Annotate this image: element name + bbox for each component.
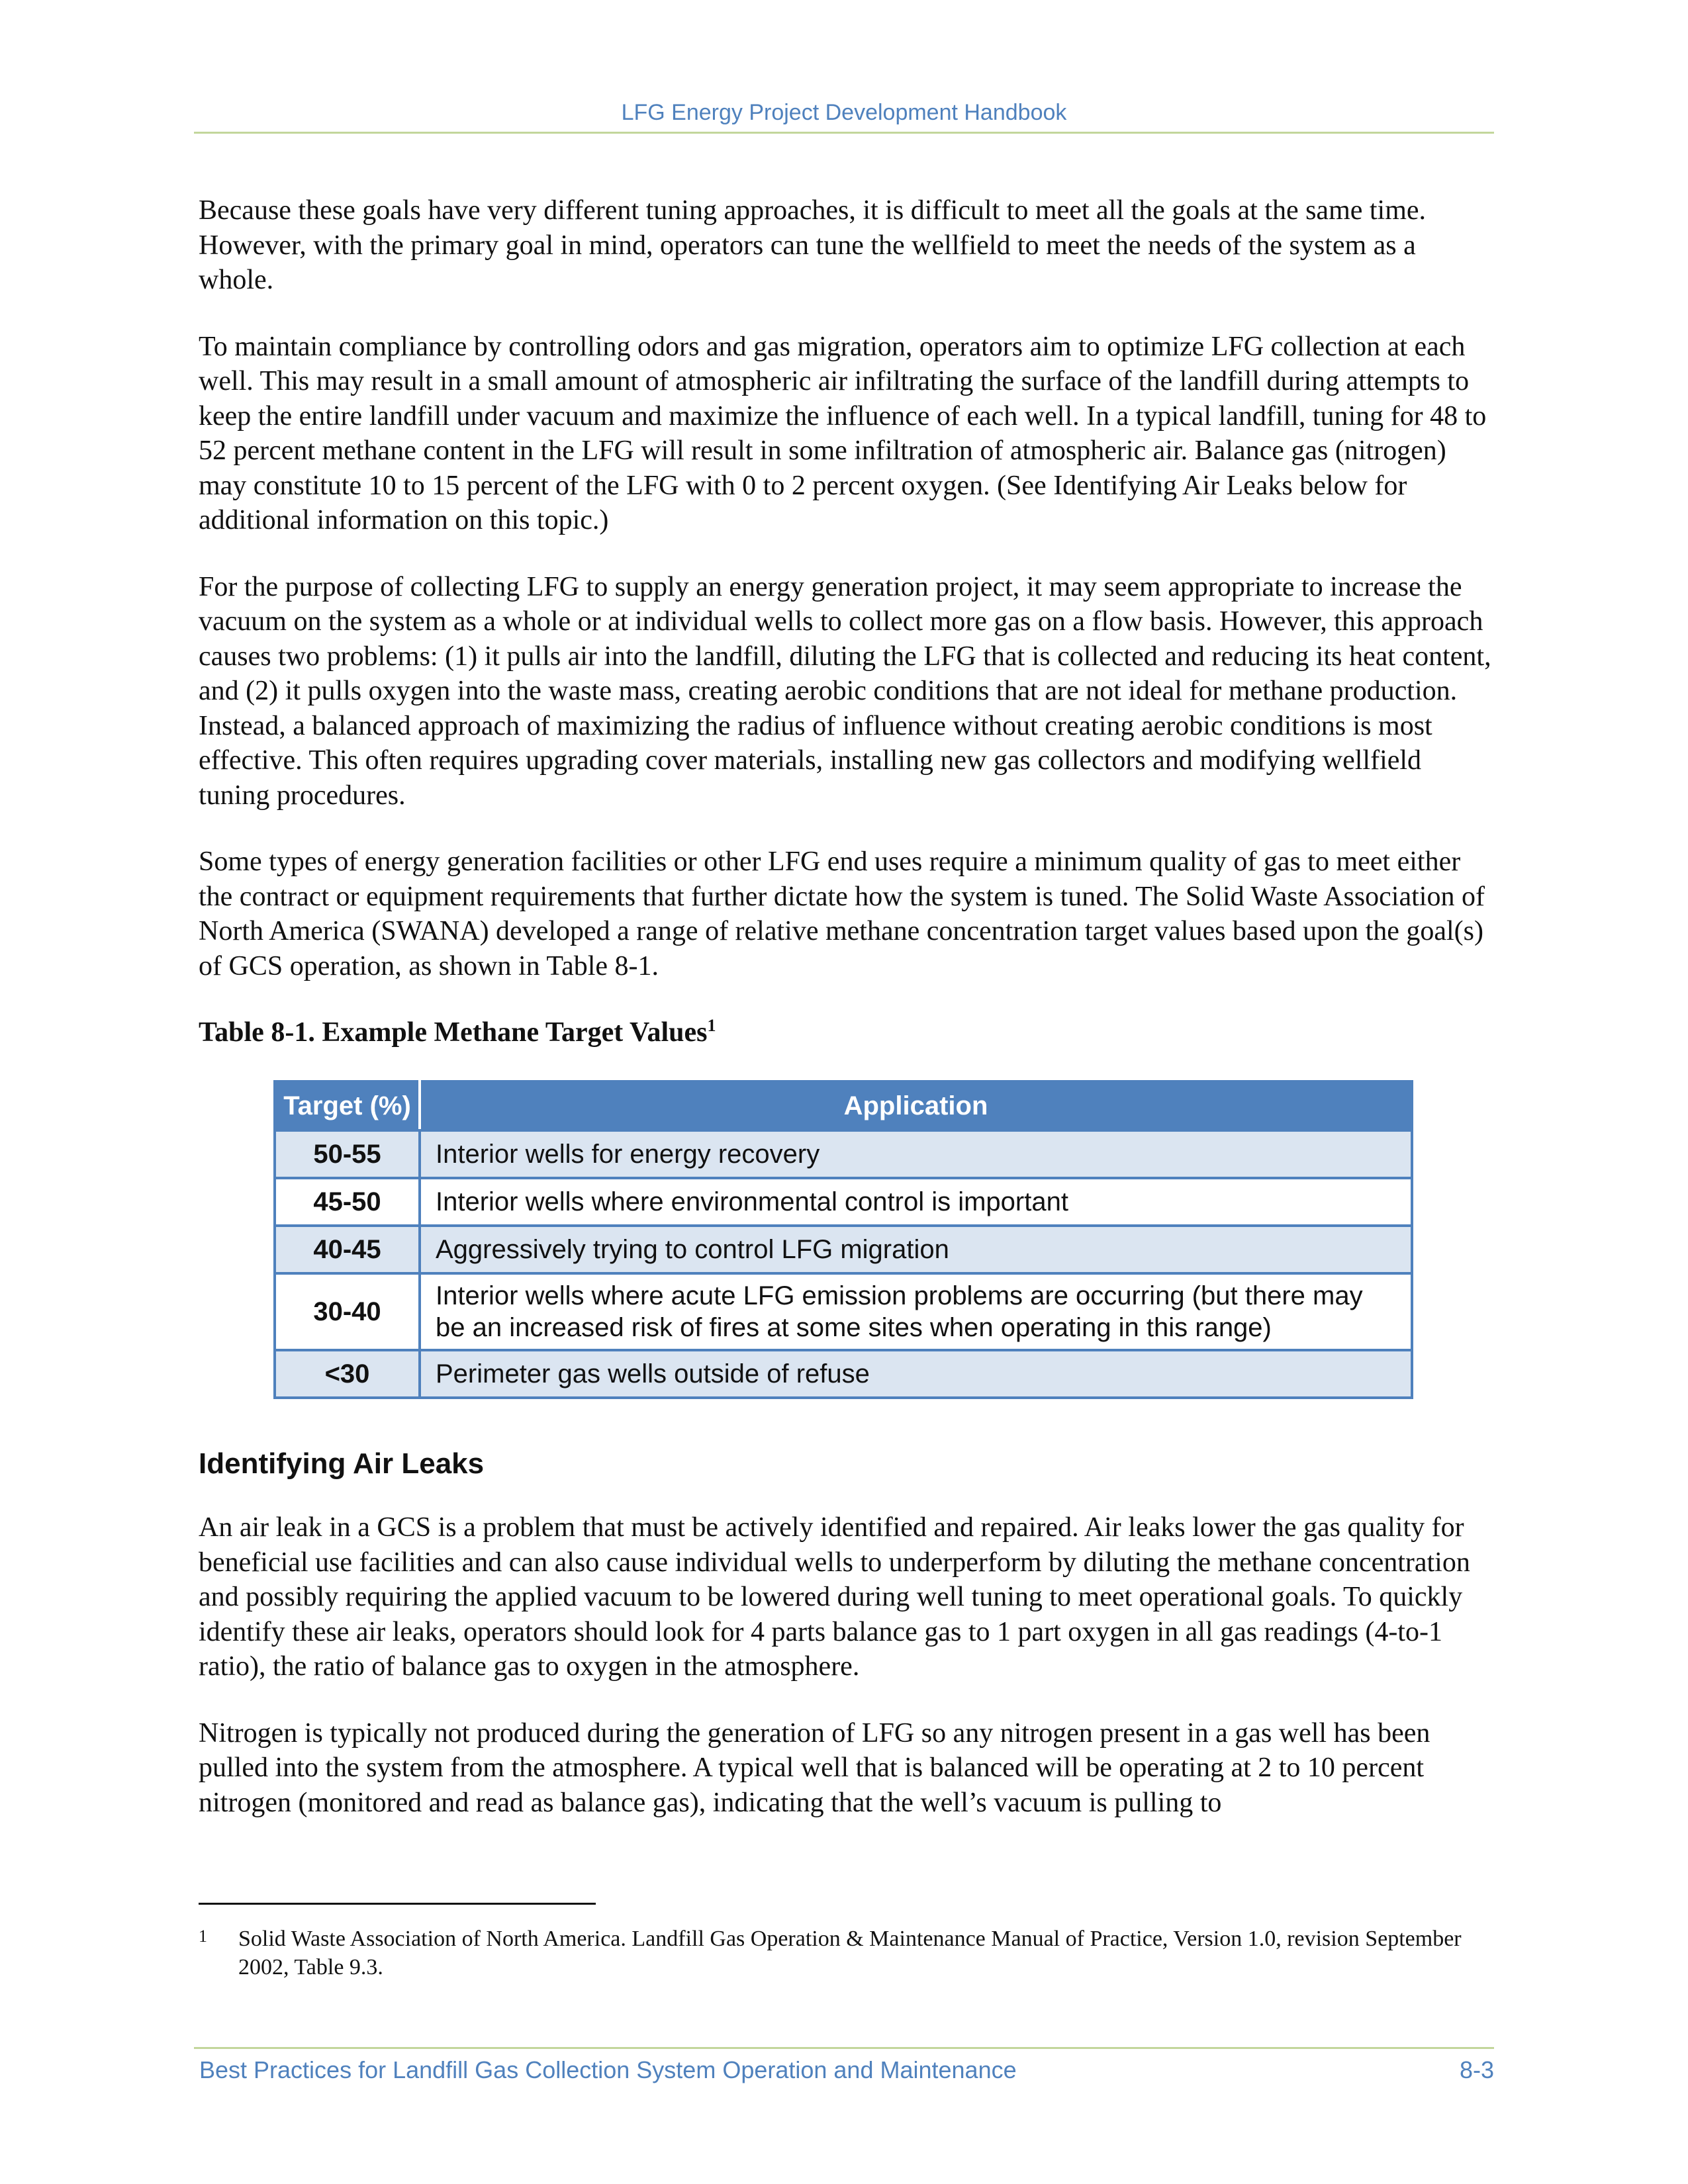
footnote-text: Solid Waste Association of North America. Landfill Gas Operation & Maintenance Manual of Practice, Version 1.0, revision September 2002, Table 9.3. [238,1927,1462,1979]
footnote-reference[interactable]: 1 [707,1016,716,1035]
application-cell: Aggressively trying to control LFG migration [420,1226,1412,1273]
footnote-divider [199,1903,596,1905]
body-paragraph: To maintain compliance by controlling odors and gas migration, operators aim to optimize LFG collection at each well. This may result in a small amount of atmospheric air infiltrating the surface of the landfill during attempts to keep the entire landfill under vacuum and maximize the influence of each well. In a typical landfill, tuning for 48 to 52 percent methane content in the LFG will result in some infiltration of atmospheric air. Balance gas (nitrogen) may constitute 10 to 15 percent of the LFG with 0 to 2 percent oxygen. (See Identifying Air Leaks below for additional information on this topic.) [199,331,1487,535]
application-cell: Interior wells where environmental control is important [420,1178,1412,1226]
body-paragraph: For the purpose of collecting LFG to supply an energy generation project, it may seem appropriate to increase the vacuum on the system as a whole or at individual wells to collect more gas on a flow basis. However, this approach causes two problems: (1) it pulls air into the landfill, diluting the LFG that is collected and reducing its heat content, and (2) it pulls oxygen into the waste mass, creating aerobic conditions that are not ideal for methane production. Instead, a balanced approach of maximizing the radius of influence without creating aerobic conditions is most effective. This often requires upgrading cover materials, installing new gas collectors and modifying wellfield tuning procedures. [199,571,1491,811]
target-cell: 40-45 [275,1226,420,1273]
page-footer [194,2047,1494,2085]
body-paragraph: Nitrogen is typically not produced during the generation of LFG so any nitrogen present in a gas well has been pulled into the system from the atmosphere. A typical well that is balanced will be operating at 2 to 10 percent nitrogen (monitored and read as balance gas), indicating that the well’s vacuum is pulling to [199,1717,1430,1818]
footnote [199,1925,1496,1981]
body-paragraph: Because these goals have very different tuning approaches, it is difficult to meet all the goals at the same time. However, with the primary goal in mind, operators can tune the wellfield to meet the needs of the system as a whole. [199,195,1427,295]
page-header: LFG Energy Project Development Handbook [194,99,1494,134]
table-row [275,1226,1412,1273]
body-paragraph: An air leak in a GCS is a problem that must be actively identified and repaired. Air leaks lower the gas quality for beneficial use facilities and can also cause individual wells to underperform by diluting the methane concentration and possibly requiring the applied vacuum to be lowered during well tuning to meet operational goals. To quickly identify these air leaks, operators should look for 4 parts balance gas to 1 part oxygen in all gas readings (4-to-1 ratio), the ratio of balance gas to oxygen in the atmosphere. [199,1512,1470,1682]
column-header-application: Application [420,1081,1412,1130]
table-row [275,1178,1412,1226]
application-cell: Interior wells for energy recovery [420,1130,1412,1178]
table-caption-text: Table 8-1. Example Methane Target Values [199,1017,708,1048]
table-row [275,1130,1412,1178]
table-header-row [275,1081,1412,1130]
table-caption [199,1015,1495,1050]
table-row [275,1273,1412,1350]
target-cell: <30 [275,1350,420,1398]
body-paragraph: Some types of energy generation facilities or other LFG end uses require a minimum quality of gas to meet either the contract or equipment requirements that further dictate how the system is tuned. The Solid Waste Association of North America (SWANA) developed a range of relative methane concentration target values based upon the goal(s) of GCS operation, as shown in Table 8-1. [199,846,1485,981]
application-cell: Perimeter gas wells outside of refuse [420,1350,1412,1398]
application-cell: Interior wells where acute LFG emission problems are occurring (but there may be an increased risk of fires at some sites when operating in this range) [420,1273,1412,1350]
page-number: 8-3 [1459,2056,1494,2083]
footer-title: Best Practices for Landfill Gas Collection System Operation and Maintenance [199,2056,1017,2083]
section-heading: Identifying Air Leaks [199,1447,485,1480]
target-cell: 45-50 [275,1178,420,1226]
column-header-target: Target (%) [275,1081,420,1130]
methane-target-table [273,1080,1413,1399]
footnote-number: 1 [199,1927,207,1946]
target-cell: 50-55 [275,1130,420,1178]
target-cell: 30-40 [275,1273,420,1350]
table-row [275,1350,1412,1398]
page-content [199,193,1495,1852]
